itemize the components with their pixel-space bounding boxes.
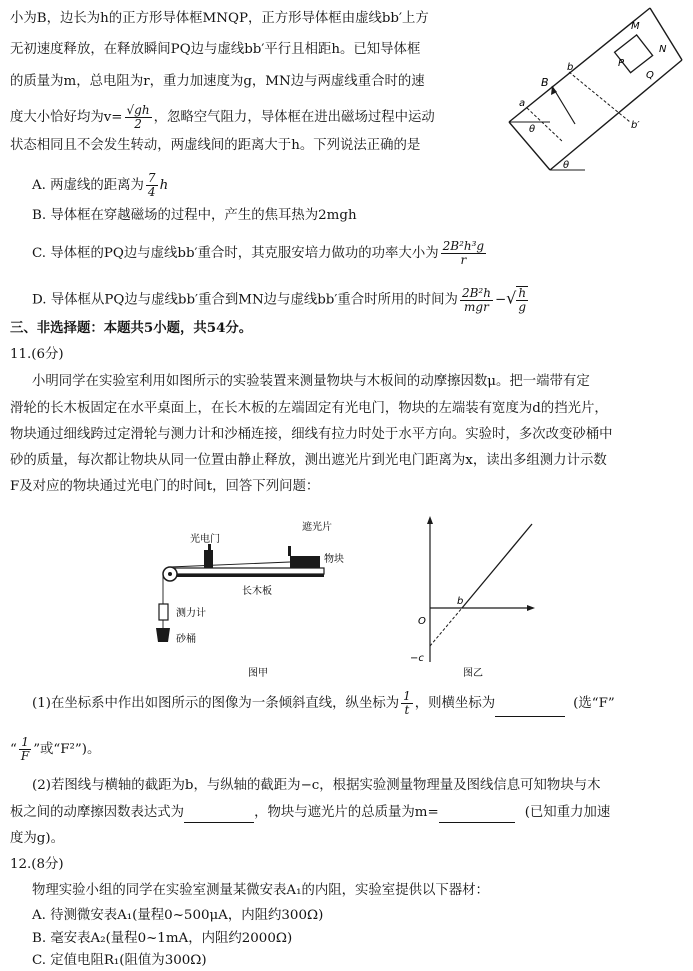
q12-heading: 12.(8分) [10,857,64,872]
q11-para-5: F及对应的物块通过光电门的时间t，回答下列问题： [10,479,320,494]
q10-line-4 [10,104,435,131]
label-board: 长木板 [242,586,272,597]
option-d-fraction: $\frac{\text{2B²h}}{\text{mgr}}$ [461,285,491,314]
q11-heading: 11.(6分) [10,347,64,362]
q11-part-2-end: 度为g)。 [10,831,64,846]
option-a: A. 两虚线的距离为 $\frac{7}{4}$ h [32,171,169,199]
answer-blank-3[interactable] [439,808,515,823]
string-horizontal [170,562,290,567]
q10-line-4-tail: ，忽略空气阻力，导体框在进出磁场过程中运动 [153,110,435,125]
q11-part-2: (2)若图线与横轴的截距为b，与纵轴的截距为−c，根据实验测量物理量及图线信息可知物块与木 [32,778,601,793]
sand-bucket [156,628,170,642]
label-shading-plate: 遮光片 [302,522,332,533]
velocity-fraction: $\frac{√gh}{2}$ [126,103,150,131]
q10-line-1: 小为B，边长为h的正方形导体框MNQP，正方形导体框由虚线bb′上方 [10,11,429,26]
one-over-t: $\frac{1}{t}$ [403,689,411,717]
section-heading: 三、非选择题：本题共5小题，共54分。 [10,320,253,336]
label-theta-2: θ [563,160,570,171]
q10-magnetic-field-figure [505,4,685,172]
option-c: C. 导体框的PQ边与虚线bb′重合时，其克服安培力做功的功率大小为 $\frac{\text{2B²h³g}}{r}$ [32,239,485,267]
q11-para-3: 物块通过细线跨过定滑轮与测力计和沙桶连接，细线有拉力时处于水平方向。实验时，多次改变砂桶中 [10,427,613,442]
label-bucket: 砂桶 [176,634,196,645]
option-a-fraction: $\frac{7}{4}$ [147,171,156,199]
spring-scale [159,604,168,620]
q10-velocity-label: 度大小恰好均为v= [10,110,123,125]
label-intercept-b: b [457,596,464,607]
q11-para-2: 滑轮的长木板固定在水平桌面上，在长木板的左端固定有光电门，物块的左端装有宽度为d的挡光片， [10,401,608,416]
option-d-sqrt-fraction: $\frac{h}{g}$ [518,286,527,314]
long-board [174,568,324,574]
label-photogate: 光电门 [190,534,220,545]
q12-item-b: B. 毫安表A₂(量程0~1mA，内阻约2000Ω) [32,931,293,946]
label-meter: 测力计 [176,608,206,619]
q11-para-4: 砂的质量，每次都让物块从同一位置由静止释放，测出遮光片到光电门距离为x，读出多组测力计示数 [10,453,607,468]
caption-yi: 图乙 [463,668,483,677]
label-intercept-c: −c [410,653,424,664]
sqrt-sign: √ [506,288,517,308]
block [290,556,320,568]
figure-apparatus [150,518,350,688]
q12-intro: 物理实验小组的同学在实验室测量某微安表A₁的内阻，实验室提供以下器材： [32,883,489,898]
label-b-prime: b′ [631,120,640,131]
figure-graph [405,512,540,677]
shading-plate [288,546,291,556]
q11-para-1: 小明同学在实验室利用如图所示的实验装置来测量物块与木板间的动摩擦因数μ。把一端带有定 [32,374,590,389]
dashed-line-bb [569,72,630,122]
q12-item-a: A. 待测微安表A₁(量程0~500μA，内阻约300Ω) [32,908,324,923]
answer-blank-1[interactable] [495,702,565,717]
label-block: 物块 [324,554,344,565]
label-a: a [519,98,526,109]
option-c-fraction: $\frac{\text{2B²h³g}}{r}$ [442,239,485,267]
q10-line-5: 状态相同且不会发生转动，两虚线间的距离大于h。下列说法正确的是 [10,138,421,153]
option-d: D. 导体框从PQ边与虚线bb′重合到MN边与虚线bb′重合时所用的时间为 $\frac{\text{2B²h}}{\text{mgr}}$ −√ $\frac{h}{g}$ [32,285,527,314]
q11-part-1: (1)在坐标系中作出如图所示的图像为一条倾斜直线，纵坐标为 $\frac{1}{t}$ ，则横坐标为 (选“F” [32,689,615,717]
q12-item-c: C. 定值电阻R₁(阻值为300Ω) [32,953,207,968]
q11-part-1-cont: “ $\frac{1}{F}$ ”或“F²”)。 [10,735,101,763]
answer-blank-2[interactable] [184,808,254,823]
q10-line-2: 无初速度释放，在释放瞬间PQ边与虚线bb′平行且相距h。已知导体框 [10,42,421,57]
label-origin: O [418,616,426,627]
q11-part-2-cont: 板之间的动摩擦因数表达式为 ，物块与遮光片的总质量为m= (已知重力加速 [10,803,610,823]
caption-jia: 图甲 [248,668,268,679]
table-surface [174,574,324,577]
label-B: B [541,76,549,89]
x-axis-arrow [527,605,535,611]
label-theta-1: θ [529,124,536,135]
label-M: M [631,21,640,32]
one-over-F: $\frac{1}{F}$ [20,735,30,763]
option-b: B. 导体框在穿越磁场的过程中，产生的焦耳热为2mgh [32,208,357,223]
label-b: b [567,62,574,73]
data-line [462,524,532,608]
label-N: N [659,44,667,55]
label-P: P [618,58,625,69]
q10-line-3: 的质量为m，总电阻为r，重力加速度为g，MN边与两虚线重合时的速 [10,74,425,89]
y-axis-arrow [427,516,433,524]
data-line-extension [430,608,462,646]
label-Q: Q [646,70,654,81]
